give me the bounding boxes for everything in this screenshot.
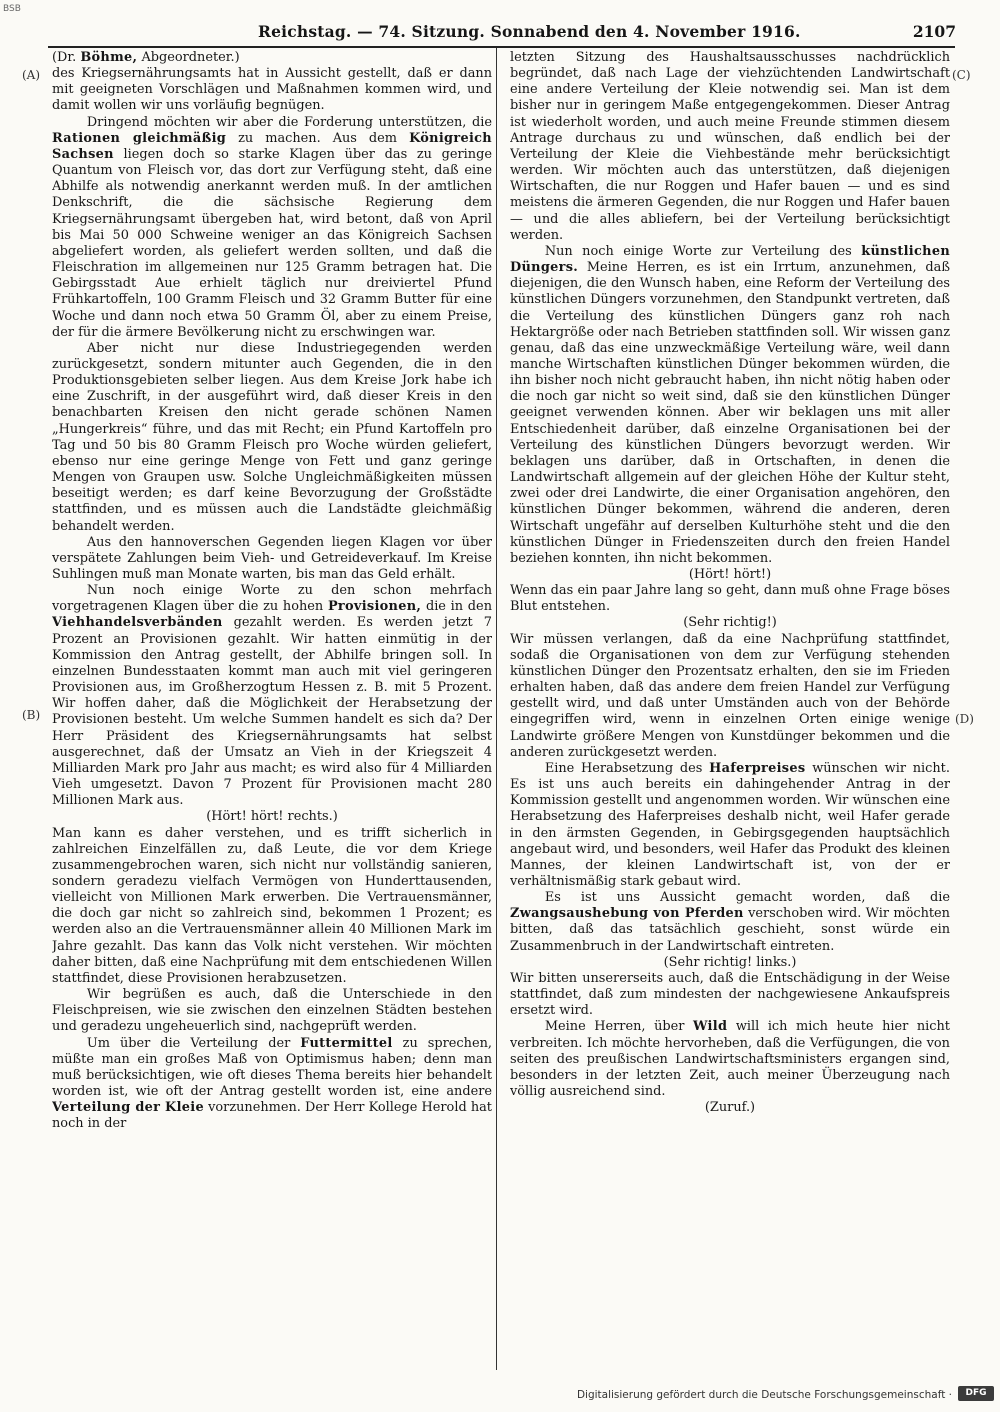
paragraph: Wir begrüßen es auch, daß die Unterschiede in den Fleischpreisen, wie sie zwischen den einzelnen Städten bestehen und geradezu ungeheuerlich sind, nachgeprüft werden. xyxy=(52,987,492,1035)
speaker-title: Abgeordneter. xyxy=(141,50,235,65)
emphasis: Viehhandelsverbänden xyxy=(52,615,223,631)
running-title: Reichstag. — 74. Sitzung. Sonnabend den 4. November 1916. xyxy=(258,22,801,41)
paragraph: Es ist uns Aussicht gemacht worden, daß die Zwangsaushebung von Pferden verschoben wird. Wir möchten bitten, daß das tatsächlich geschieht, sonst würde ein Zusammenbruch in der Landwirtschaft eintreten. xyxy=(510,890,950,954)
paragraph: Nun noch einige Worte zur Verteilung des künstlichen Düngers. Meine Herren, es ist ein Irrtum, anzunehmen, daß diejenigen, die den Wunsch haben, eine Reform der Verteilung des künstlichen Düngers vorzunehmen, den Standpunkt vertreten, daß die Verteilung des künstlichen Düngers ganz roh nach Hektargröße oder nach Betrieben stattfinden soll. Wir wissen ganz genau, daß das eine unzweckmäßige Verteilung wäre, weil dann manche Wirtschaften künstlichen Dünger bekommen würden, die ihn bisher noch nicht gebraucht haben, ihn nicht nötig haben oder die noch gar nicht so weit sind, daß sie den künstlichen Dünger geeignet verwenden können. Aber wir beklagen uns mit aller Entschiedenheit darüber, daß einzelne Organisationen bei der Verteilung des künstlichen Düngers bevorzugt werden. Wir beklagen uns darüber, daß in Ortschaften, in denen die Landwirtschaft allgemein auf der gleichen Höhe der Kultur steht, zwei oder drei Landwirte, die einer Organisation angehören, den künstlichen Dünger bekommen, während die anderen, deren Wirtschaft ungefähr auf derselben Kulturhöhe steht und die den künstlichen Dünger in Friedenszeiten durch den freien Handel beziehen konnten, ihn nicht bekommen. xyxy=(510,243,950,566)
interjection: (Hört! hört! rechts.) xyxy=(206,809,338,825)
margin-marker-a: (A) xyxy=(22,68,41,82)
emphasis: Verteilung der Kleie xyxy=(52,1100,204,1116)
paragraph: Wir müssen verlangen, daß da eine Nachprüfung stattfindet, sodaß die Organisationen von dem zur Verfügung stehenden künstlichen Dünger den Prozentsatz erhalten, den sie im Frieden erhalten haben, daß das andere dem freien Handel zur Verfügung gestellt wird, und daß unter Umständen auch von der Behörde eingegriffen wird, wenn in einzelnen Orten einige wenige Landwirte größere Mengen von Kunstdünger bekommen und die anderen zurückgesetzt werden. xyxy=(510,631,950,760)
margin-marker-d: (D) xyxy=(955,712,974,726)
emphasis: Haferpreises xyxy=(709,760,806,776)
margin-marker-c: (C) xyxy=(952,68,971,82)
paragraph: Dringend möchten wir aber die Forderung unterstützen, die Rationen gleichmäßig zu machen. Aus dem Königreich Sachsen liegen doch so starke Klagen über das zu geringe Quantum von Fleisch vor, das dort zur Verfügung steht, daß eine Abhilfe als notwendig anerkannt werden muß. In der amtlichen Denkschrift, die die sächsische Regierung dem Kriegsernährungsamt übergeben hat, wird betont, daß von April bis Mai 50 000 Schweine weniger an das Königreich Sachsen abgeliefert worden, als geliefert werden sollten, und daß die Fleischration im allgemeinen nur 125 Gramm betragen hat. Die Gebirgsstadt Aue erhielt täglich nur dreiviertel Pfund Frühkartoffeln, 100 Gramm Fleisch und 32 Gramm Butter für eine Woche und dann noch etwa 50 Gramm Öl, aber zu einem Preise, der für die ärmere Bevölkerung nicht zu erschwingen war. xyxy=(52,114,492,340)
speaker-name: Böhme, xyxy=(80,50,138,65)
paragraph: des Kriegsernährungsamts hat in Aussicht gestellt, daß er dann mit geeigneten Vorschlägen und Maßnahmen kommen wird, und damit wollen wir uns vorläufig begnügen. xyxy=(52,66,492,114)
emphasis: Königreich Sachsen xyxy=(52,130,492,162)
dfg-logo: DFG xyxy=(958,1386,994,1401)
page-number: 2107 xyxy=(912,22,956,41)
emphasis: Zwangsaushebung von Pferden xyxy=(510,906,744,922)
emphasis: Provisionen, xyxy=(327,599,422,615)
interjection: (Hört! hört!) xyxy=(688,567,772,582)
emphasis: Wild xyxy=(693,1019,728,1035)
library-tag: BSB xyxy=(3,4,21,14)
paragraph: Aber nicht nur diese Industriegegenden werden zurückgesetzt, sondern mitunter auch Gegenden, die in den Produktionsgebieten selber liegen. Aus dem Kreise Jork habe ich eine Zuschrift, in der ausgeführt wird, daß dieser Kreis in den benachbarten Kreisen den nicht gerade schönen Namen „Hungerkreis“ führe, und das mit Recht; ein Pfund Kartoffeln pro Tag und 50 bis 80 Gramm Fleisch pro Woche würden geliefert, ebenso nur eine geringe Menge von Fett und ganz geringe Mengen von Graupen usw. Solche Ungleichmäßigkeiten müssen beseitigt werden; es darf keine Bevorzugung der Großstädte stattfinden, und es müssen auch die Landstädte gleichmäßig behandelt werden. xyxy=(52,340,492,534)
interjection: (Sehr richtig! links.) xyxy=(663,954,797,970)
running-header xyxy=(36,22,956,44)
header-rule xyxy=(48,46,955,48)
paragraph: Man kann es daher verstehen, und es trifft sicherlich in zahlreichen Einzelfällen zu, daß Leute, die vor dem Kriege zusammengebrochen waren, sich nicht nur vollständig sanieren, sondern geradezu vielfach Vermögen von Hunderttausenden, vielleicht von Millionen Mark erwerben. Die Vertrauensmänner, die doch gar nicht so zahlreich sind, bekommen 1 Prozent; es werden also an die Vertrauensmänner allein 40 Millionen Mark im Jahre gezahlt. Das kann das Volk nicht verstehen. Wir möchten daher bitten, daß eine Nachprüfung mit dem entschiedenen Willen stattfindet, diese Provisionen herabzusetzen. xyxy=(52,825,492,986)
funding-credit: Digitalisierung gefördert durch die Deutsche Forschungsgemeinschaft · xyxy=(576,1389,952,1401)
paragraph: Nun noch einige Worte zu den schon mehrfach vorgetragenen Klagen über die zu hohen Provisionen, die in den Viehhandelsverbänden gezahlt werden. Es werden jetzt 7 Prozent an Provisionen gezahlt. Wir hatten einmütig in der Kommission den Antrag gestellt, der Abhilfe bringen soll. In einzelnen Bundesstaaten kommt man auch mit viel geringeren Provisionen aus, im Großherzogtum Hessen z. B. mit 5 Prozent. Wir hoffen daher, daß die Möglichkeit der Herabsetzung der Provisionen besteht. Um welche Summen handelt es sich da? Der Herr Präsident des Kriegsernährungsamts hat selbst ausgerechnet, daß der Umsatz an Vieh in der Kriegszeit 4 Milliarden Mark pro Jahr aus macht; es wird also für 4 Milliarden Vieh umgesetzt. Davon 7 Prozent für Provisionen macht 280 Millionen Mark aus. xyxy=(52,583,492,809)
right-column xyxy=(510,50,950,1368)
paragraph: Wenn das ein paar Jahre lang so geht, dann muß ohne Frage böses Blut entstehen. xyxy=(510,583,950,615)
footer xyxy=(0,1386,1000,1406)
paragraph: Wir bitten unsererseits auch, daß die Entschädigung in der Weise stattfindet, daß zum mindesten der nachgewiesene Ankaufspreis ersetzt wird. xyxy=(510,970,950,1019)
emphasis: Futtermittel xyxy=(300,1035,393,1051)
emphasis: künstlichen Düngers. xyxy=(510,243,950,276)
paragraph: Eine Herabsetzung des Haferpreises wünschen wir nicht. Es ist uns auch bereits ein dahingehender Antrag in der Kommission gestellt und angenommen worden. Wir wünschen eine Herabsetzung des Haferpreises deshalb nicht, weil Hafer gerade in den ärmsten Gegenden, in Gebirgsgegenden hauptsächlich angebaut wird, und besonders, weil Hafer das Produkt des kleinen Mannes, der kleinen Landwirtschaft ist, von der er verhältnismäßig stark gebaut wird. xyxy=(510,760,950,889)
paragraph: Meine Herren, über Wild will ich mich heute hier nicht verbreiten. Ich möchte hervorheben, daß die Verfügungen, die von seiten des preußischen Landwirtschaftsministers ergangen sind, besonders in der letzten Zeit, auch meiner Überzeugung nach völlig ausreichend sind. xyxy=(510,1019,950,1099)
margin-marker-b: (B) xyxy=(22,708,41,722)
left-column xyxy=(52,50,492,1368)
speaker-line: (Dr. Böhme, Abgeordneter.) xyxy=(52,50,240,65)
emphasis: Rationen gleichmäßig xyxy=(52,130,227,146)
interjection: (Sehr richtig!) xyxy=(683,615,777,631)
paragraph: letzten Sitzung des Haushaltsausschusses nachdrücklich begründet, daß nach Lage der viehzüchtenden Landwirtschaft eine andere Verteilung der Kleie notwendig sei. Man ist dem bisher nur in geringem Maße entgegengekommen. Dieser Antrag ist wiederholt worden, und auch meine Freunde stimmen diesem Antrage durchaus zu und wünschen, daß endlich bei der Verteilung der Kleie die Viehbestände mehr berücksichtigt werden. Wir möchten auch das unterstützen, daß diejenigen Wirtschaften, die nur Roggen und Hafer bauen — und es sind meistens die ärmeren Gegenden, die nur Roggen und Hafer bauen — und die alles abliefern, bei der Verteilung berücksichtigt werden. xyxy=(510,50,950,243)
interjection: (Zuruf.) xyxy=(704,1100,756,1116)
paragraph: Aus den hannoverschen Gegenden liegen Klagen vor über verspätete Zahlungen beim Vieh- und Getreideverkauf. Im Kreise Suhlingen muß man Monate warten, bis man das Geld erhält. xyxy=(52,534,492,582)
paragraph: Um über die Verteilung der Futtermittel zu sprechen, müßte man ein großes Maß von Optimismus haben; denn man muß berücksichtigen, wie oft dieses Thema bereits hier behandelt worden ist, wie oft der Antrag gestellt worden ist, eine andere Verteilung der Kleie vorzunehmen. Der Herr Kollege Herold hat noch in der xyxy=(52,1035,492,1132)
column-divider xyxy=(496,48,497,1370)
